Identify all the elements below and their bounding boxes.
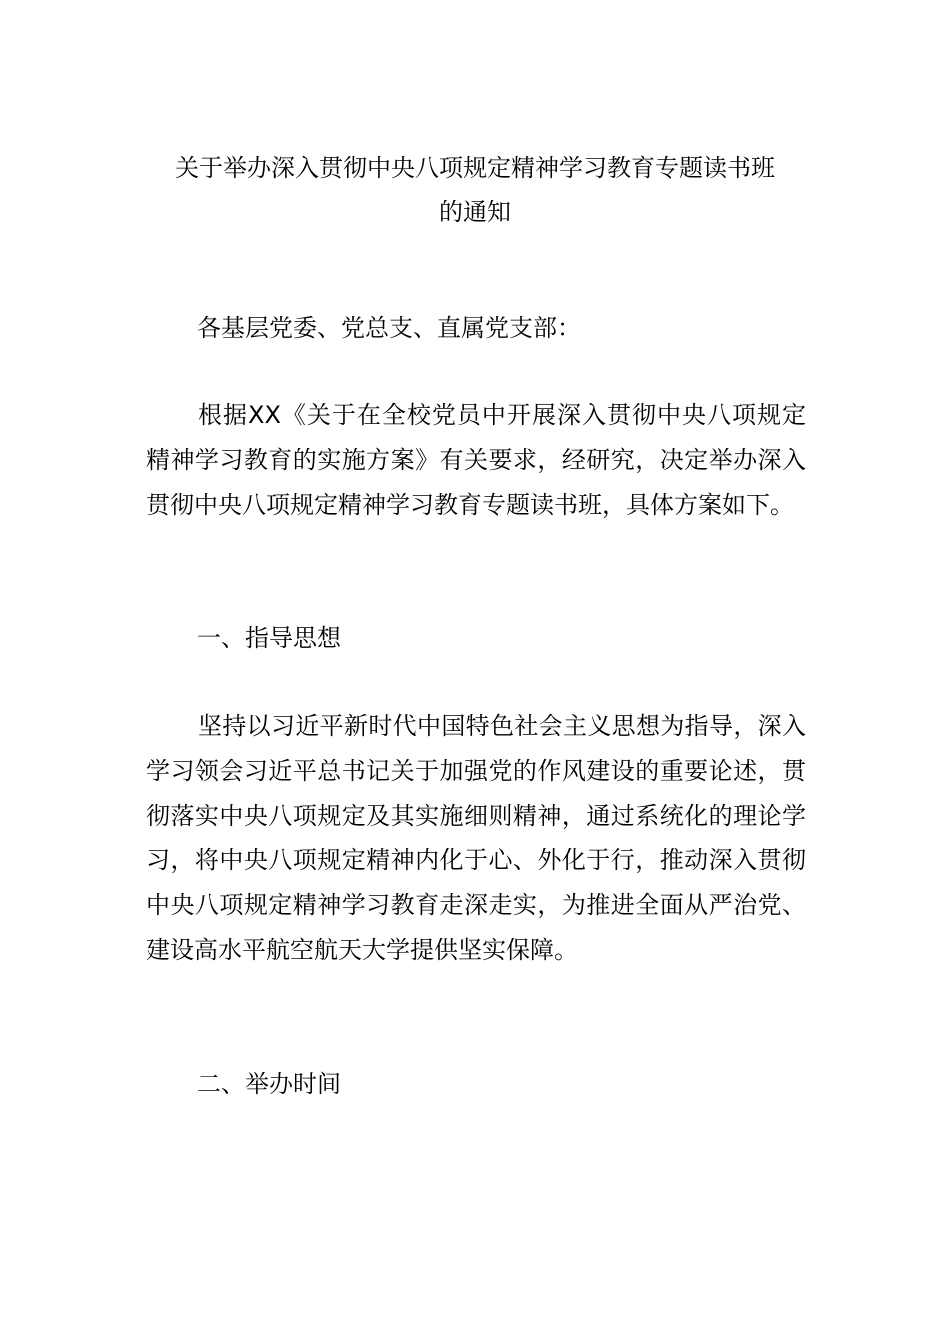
salutation: 各基层党委、党总支、直属党支部： xyxy=(197,314,581,342)
paragraph-intro: 根据XX《关于在全校党员中开展深入贯彻中央八项规定精神学习教育的实施方案》有关要求，经研究，决定举办深入贯彻中央八项规定精神学习教育专题读书班，具体方案如下。 xyxy=(146,401,806,519)
document-title-line-2: 的通知 xyxy=(439,198,511,226)
section-heading-schedule: 二、举办时间 xyxy=(197,1070,341,1098)
document-title-line-1: 关于举办深入贯彻中央八项规定精神学习教育专题读书班 xyxy=(175,154,775,182)
paragraph-guiding-ideology: 坚持以习近平新时代中国特色社会主义思想为指导，深入学习领会习近平总书记关于加强党的作风建设的重要论述，贯彻落实中央八项规定及其实施细则精神，通过系统化的理论学习，将中央八项规定精神内化于心、外化于行，推动深入贯彻中央八项规定精神学习教育走深走实，为推进全面从严治党、建设高水平航空航天大学提供坚实保障。 xyxy=(146,712,806,964)
section-heading-guiding-ideology: 一、指导思想 xyxy=(197,624,341,652)
